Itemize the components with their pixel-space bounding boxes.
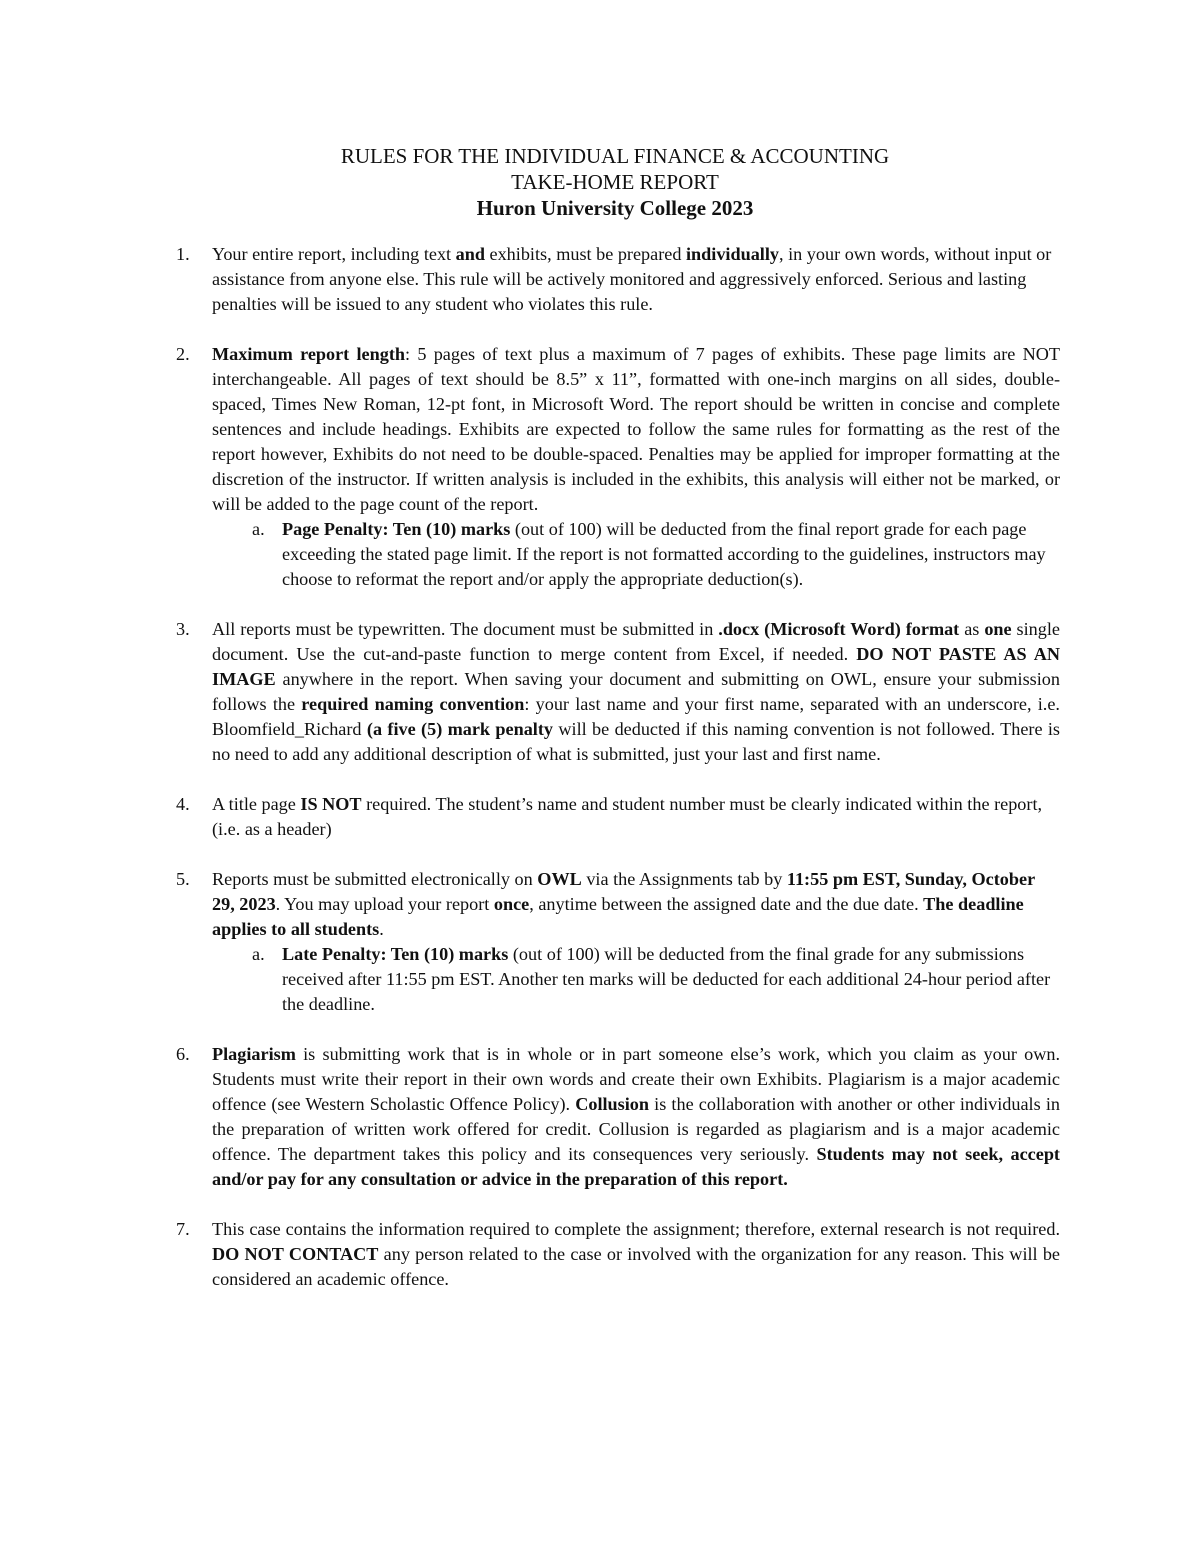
bold-text: Plagiarism	[212, 1044, 296, 1064]
rule-subitem	[252, 517, 1060, 592]
text-run: : 5 pages of text plus a maximum of 7 pages of exhibits. These page limits are NOT interchangeable. All pages of text should be 8.5” x 11”, formatted with one-inch margins on all sides, double-spaced, Times New Roman, 12-pt font, in Microsoft Word. The report should be written in concise and complete sentences and include headings. Exhibits are expected to follow the same rules for formatting as the rest of the report however, Exhibits do not need to be double-spaced. Penalties may be applied for improper formatting at the discretion of the instructor. If written analysis is included in the exhibits, this analysis will either not be marked, or will be added to the page count of the report.	[212, 344, 1061, 514]
rule-text	[212, 342, 1060, 517]
title-line-3: Huron University College 2023	[476, 196, 754, 220]
text-run: , in your own words, without input or assistance from anyone else. This rule will be actively monitored and aggressively enforced. Serious and lasting penalties will be issued to any student who violates this rule.	[212, 244, 1052, 314]
bold-text: OWL	[537, 869, 582, 889]
subitem-letter: a.	[252, 519, 265, 539]
text-run: is submitting work that is in whole or in part someone else’s work, which you claim as your own. Students must write their report in their own words and create their own Exhibits. Plagiarism is a major academic offence (see Western Scholastic Offence Policy).	[212, 1044, 1060, 1114]
rule-number: 5.	[176, 869, 190, 889]
rule-number: 4.	[176, 794, 190, 814]
title-line-2: TAKE-HOME REPORT	[511, 170, 719, 194]
bold-text: IS NOT	[300, 794, 362, 814]
bold-text: (a five (5) mark penalty	[366, 719, 554, 739]
bold-text: one	[984, 619, 1012, 639]
bold-text: individually	[686, 244, 780, 264]
text-run: A title page	[212, 794, 301, 814]
rule-item	[170, 792, 1060, 842]
rule-item	[170, 1217, 1060, 1292]
rule-item	[170, 867, 1060, 1017]
bold-text: and	[455, 244, 485, 264]
bold-text: Page Penalty: Ten (10) marks	[282, 519, 511, 539]
text-run: (out of 100) will be deducted from the final grade for any submissions received after 11:55 pm EST. Another ten marks will be deducted for each additional 24-hour period after the deadline.	[282, 944, 1051, 1014]
rule-text	[212, 1217, 1060, 1292]
rule-number: 2.	[176, 344, 190, 364]
bold-text: Collusion	[575, 1094, 650, 1114]
rules-list	[170, 242, 1060, 1292]
rule-number: 6.	[176, 1044, 190, 1064]
subitem-text	[282, 517, 1060, 592]
bold-text: The deadline applies to all students	[212, 894, 1024, 939]
bold-text: Maximum report length	[212, 344, 406, 364]
bold-text: Late Penalty: Ten (10) marks	[282, 944, 509, 964]
text-run: .	[379, 919, 384, 939]
text-run: All reports must be typewritten. The document must be submitted in	[212, 619, 719, 639]
text-run: This case contains the information required to complete the assignment; therefore, external research is not required.	[212, 1219, 1060, 1239]
rule-item	[170, 1042, 1060, 1192]
title-line-1: RULES FOR THE INDIVIDUAL FINANCE & ACCOUNTING	[340, 144, 890, 168]
rule-text	[212, 1042, 1060, 1192]
text-run: any person related to the case or involved with the organization for any reason. This will be considered an academic offence.	[212, 1244, 1060, 1289]
rule-text	[212, 792, 1060, 842]
bold-text: DO NOT CONTACT	[212, 1244, 379, 1264]
rule-subitem	[252, 942, 1060, 1017]
text-run: is the collaboration with another or other individuals in the preparation of written work offered for credit. Collusion is regarded as plagiarism and is a major academic offence. The department takes this policy and its consequences very seriously.	[212, 1094, 1060, 1164]
bold-text: .docx (Microsoft Word) format	[718, 619, 960, 639]
text-run: (out of 100) will be deducted from the final report grade for each page exceeding the stated page limit. If the report is not formatted according to the guidelines, instructors may choose to reformat the report and/or apply the appropriate deduction(s).	[282, 519, 1046, 589]
rule-text	[212, 242, 1060, 317]
rule-number: 3.	[176, 619, 190, 639]
text-run: via the Assignments tab by	[581, 869, 787, 889]
subitem-letter: a.	[252, 944, 265, 964]
rule-number: 7.	[176, 1219, 190, 1239]
text-run: Your entire report, including text	[212, 244, 456, 264]
bold-text: required naming convention	[301, 694, 525, 714]
bold-text: DO NOT PASTE AS AN IMAGE	[212, 644, 1060, 689]
rule-number: 1.	[176, 244, 190, 264]
text-run: . You may upload your report	[275, 894, 494, 914]
rule-item	[170, 617, 1060, 767]
bold-text: 11:55 pm EST, Sunday, October 29, 2023	[212, 869, 1035, 914]
text-run: : your last name and your first name, separated with an underscore, i.e. Bloomfield_Richard	[212, 694, 1060, 739]
rule-text	[212, 867, 1060, 942]
text-run: exhibits, must be prepared	[484, 244, 686, 264]
text-run: single document. Use the cut-and-paste function to merge content from Excel, if needed.	[212, 619, 1060, 664]
text-run: anywhere in the report. When saving your document and submitting on OWL, ensure your submission follows the	[212, 669, 1060, 714]
rule-item	[170, 242, 1060, 317]
bold-text: Students may not seek, accept and/or pay for any consultation or advice in the preparation of this report.	[212, 1144, 1060, 1189]
text-run: , anytime between the assigned date and the due date.	[529, 894, 924, 914]
text-run: as	[959, 619, 985, 639]
subitem-text	[282, 942, 1060, 1017]
rule-item	[170, 342, 1060, 592]
text-run: will be deducted if this naming convention is not followed. There is no need to add any additional description of what is submitted, just your last and first name.	[212, 719, 1061, 764]
rule-text	[212, 617, 1060, 767]
bold-text: once	[493, 894, 530, 914]
text-run: required. The student’s name and student number must be clearly indicated within the report, (i.e. as a header)	[212, 794, 1043, 839]
text-run: Reports must be submitted electronically on	[212, 869, 538, 889]
document-title	[170, 143, 1060, 221]
